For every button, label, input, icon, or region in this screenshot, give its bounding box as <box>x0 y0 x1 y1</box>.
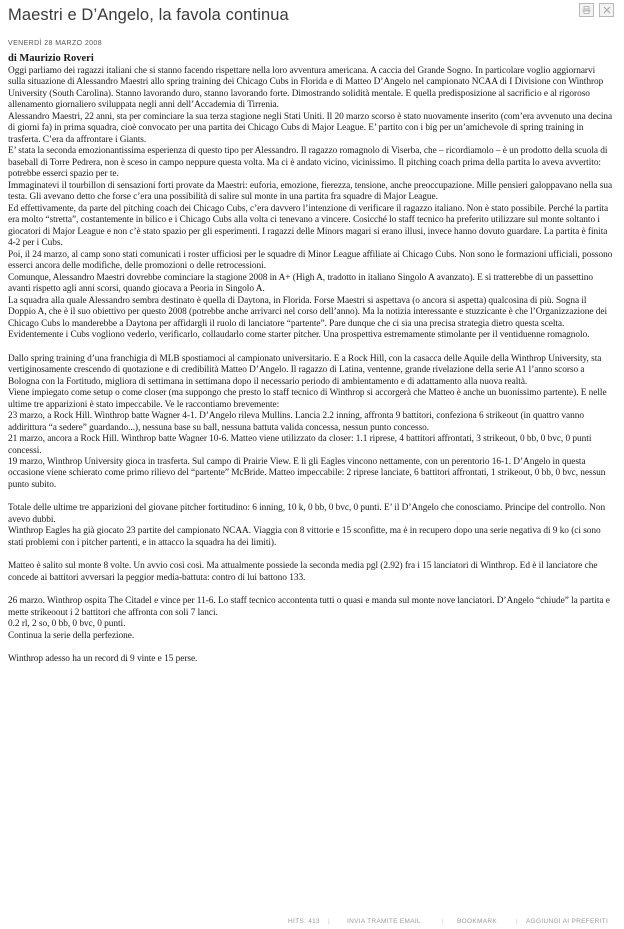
top-icons <box>579 3 614 17</box>
article-paragraph: Immaginatevi il tourbillon di sensazioni forti provate da Maestri: euforia, emozione, fierezza, tensione, anche preoccupazione. Mille pensieri galoppavano nella sua testa. Gli avevano detto che forse c’era una possibilità di salire sul monte in una partita fra squadre di Major League. <box>8 180 613 203</box>
paragraph-gap <box>8 584 614 596</box>
paragraph-gap <box>8 549 614 561</box>
article-paragraph: Winthrop Eagles ha già giocato 23 partite del campionato NCAA. Viaggia con 8 vittorie e 15 sconfitte, ma è in recupero dopo una serie negativa di 9 ko (ci sono stati problemi con i pitcher partenti, e in attacco la squadra ha dei limiti). <box>8 526 601 548</box>
print-icon[interactable] <box>579 3 594 17</box>
hits-counter: HITS: 413 <box>288 918 320 925</box>
footer-divider: | <box>516 918 518 925</box>
article-paragraph: Dallo spring training d’una franchigia di MLB spostiamoci al campionato universitario. E a Rock Hill, con la casacca delle Aquile della Winthrop University, sta vertiginosamente crescendo di quotazione e di credibilità Matteo D’Angelo. Il ragazzo di Latina, ventenne, grande rivelazione della serie A1 l’anno scorso a Bologna con la Fortitudo, migliora di settimana in settimana dopo il necessario periodo di ambientamento e di adattamento alla nuova realtà. <box>8 353 602 387</box>
favorites-link[interactable]: AGGIUNGI AI PREFERITI <box>526 918 609 925</box>
footer-divider: | <box>328 918 330 925</box>
article-paragraph: E’ stata la seconda emozionantissima esperienza di questo tipo per Alessandro. Il ragazzo romagnolo di Viserba, che – ricordiamolo – è un prodotto della scuola di baseball di Torre Pedrera, non è sceso in campo neppure questa volta. Ma ci è andato vicino, vicinissimo. Il pitching coach prima della partita lo aveva avvertito: potrebbe esserci spazio per te. <box>8 146 608 180</box>
bookmark-link[interactable]: BOOKMARK <box>457 918 497 925</box>
article-paragraph: Winthrop adesso ha un record di 9 vinte e 15 perse. <box>8 654 198 665</box>
email-link[interactable]: INVIA TRAMITE EMAIL <box>347 918 421 925</box>
paragraph-gap <box>8 342 614 354</box>
article-paragraph: 19 marzo, Winthrop University gioca in trasferta. Sul campo di Prairie View. E lì gli Eagles vincono nettamente, con un perentorio 16-1. D’Angelo in questa occasione viene schierato come primo rilievo del “partente” McBride. Matteo impeccabile: 2 riprese lanciate, 6 battitori affrontati, 1 strikeout, 0 bb, 0 bvc, nessun punto subito. <box>8 456 606 490</box>
paragraph-gap <box>8 491 614 503</box>
article-paragraph: Matteo è salito sul monte 8 volte. Un avvio così così. Ma attualmente possiede la seconda media pgl (2.92) fra i 15 lanciatori di Winthrop. Ed è il lanciatore che concede ai battitori avversari la peggior media-battuta: contro di lui battono 133. <box>8 561 598 583</box>
article-paragraph: La squadra alla quale Alessandro sembra destinato è quella di Daytona, in Florida. Forse Maestri si aspettava (o ancora si aspetta) qualcosina di più. Sogna il Doppio A, che è il suo obiettivo per questo 2008 (potrebbe anche arrivarci nel corso dell’anno). Ma la notizia interessante e stuzzicante è che l’Organizzazione dei Chicago Cubs lo manderebbe a Daytona per affidargli il ruolo di lanciatore “partente”. Pare dunque che ci sia una precisa strategia dietro questa scelta. Evidentemente i Cubs vogliono vederlo, verificarlo, collaudarlo come starter pitcher. Una prospettiva estremamente stimolante per il ventiduenne romagnolo. <box>8 295 607 341</box>
article-paragraph: Viene impiegato come setup o come closer (ma suppongo che presto lo staff tecnico di Winthrop si accorgerà che Matteo è anche un buonissimo partente). E nelle ultime tre apparizioni è stato impeccabile. Ve le raccontiamo brevemente: <box>8 388 607 410</box>
article-paragraph: Oggi parliamo dei ragazzi italiani che si stanno facendo rispettare nella loro avventura americana. A caccia del Grande Sogno. In particolare voglio aggiornarvi sulla situazione di Alessandro Maestri allo spring training dei Chicago Cubs in Florida e di Matteo D’Angelo nel campionato NCAA di I Divisione con Winthrop University (South Carolina). Stanno lavorando duro, stanno lavorando forte. Dimostrando solidità mentale. E quella predisposizione al sacrificio e al rigoroso allenamento giornaliero sviluppata negli anni dell’Accademia di Tirrenia. <box>8 66 604 111</box>
paragraph-gap <box>8 642 614 654</box>
article-title: Maestri e D’Angelo, la favola continua <box>8 6 289 24</box>
article-paragraph: Totale delle ultime tre apparizioni del giovane pitcher fortitudino: 6 inning, 10 k, 0 bb, 0 bvc, 0 punti. E’ il D’Angelo che conosciamo. Principe del controllo. Non avevo dubbi. <box>8 503 606 525</box>
article-author: di Maurizio Roveri <box>8 53 94 64</box>
article-paragraph: 21 marzo, ancora a Rock Hill. Winthrop batte Wagner 10-6. Matteo viene utilizzato da closer: 1.1 riprese, 4 battitori affrontati, 3 strikeout, 0 bb, 0 bvc, 0 punti concessi. <box>8 434 592 456</box>
article-paragraph: 26 marzo. Winthrop ospita The Citadel e vince per 11-6. Lo staff tecnico accontenta tutti o quasi e manda sul monte nove lanciatori. D’Angelo “chiude” la partita e mette strikeoout i 2 battitori che affronta con soli 7 lanci. <box>8 596 610 618</box>
article-paragraph: Alessandro Maestri, 22 anni, sta per cominciare la sua terza stagione negli Stati Uniti. Il 20 marzo scorso è stato nuovamente inserito (com’era avvenuto una decina di giorni fa) in prima squadra, cioè convocato per una partita dei Chicago Cubs di Major League. E’ partito con i big per un’amichevole di spring training in trasferta. C’era da affrontare i Giants. <box>8 111 613 145</box>
article-paragraph: Comunque, Alessandro Maestri dovrebbe cominciare la stagione 2008 in A+ (High A, tradotto in italiano Singolo A avanzato). E si tratterebbe di un passettino avanti rispetto agli anni scorsi, quando giocava a Peoria in Singolo A. <box>8 272 593 295</box>
article-paragraph: Poi, il 24 marzo, al camp sono stati comunicati i roster ufficiosi per le squadre di Minor League affiliate ai Chicago Cubs. Non sono le formazioni ufficiali, possono esserci ancora delle modifiche, delle promozioni o delle retrocessioni. <box>8 249 613 272</box>
article-date: VENERDÌ 28 MARZO 2008 <box>8 40 102 47</box>
article-paragraph: Ed effettivamente, da parte del pitching coach dei Chicago Cubs, c’era davvero l’intenzione di verificare il ragazzo italiano. Non è stato possibile. Perché la partita era molto “stretta”, costantemente in bilico e i Chicago Cubs alla volta ci tenevano a vincere. Cosicché lo staff tecnico ha preferito utilizzare sul monte soltanto i giocatori di Major League e non c’è stato spazio per gli esperimenti. I ragazzi delle Minors magari si erano illusi, invece hanno dovuto guardare. La partita è finita 4-2 per i Cubs. <box>8 203 609 249</box>
footer-divider: | <box>442 918 444 925</box>
close-icon[interactable] <box>599 3 614 17</box>
article-footer <box>0 915 624 929</box>
article-paragraph: 23 marzo, a Rock Hill. Winthrop batte Wagner 4-1. D’Angelo rileva Mullins. Lancia 2.2 inning, affronta 9 battitori, confeziona 6 strikeout (in quattro vanno addirittura “a sedere” guardando...), nessuna base su ball, nessuna battuta valida concessa, nessun punto concesso. <box>8 411 584 433</box>
article-body <box>8 66 614 666</box>
article-paragraph: 0.2 rl, 2 so, 0 bb, 0 bvc, 0 punti. <box>8 619 126 630</box>
article-paragraph: Continua la serie della perfezione. <box>8 630 135 641</box>
